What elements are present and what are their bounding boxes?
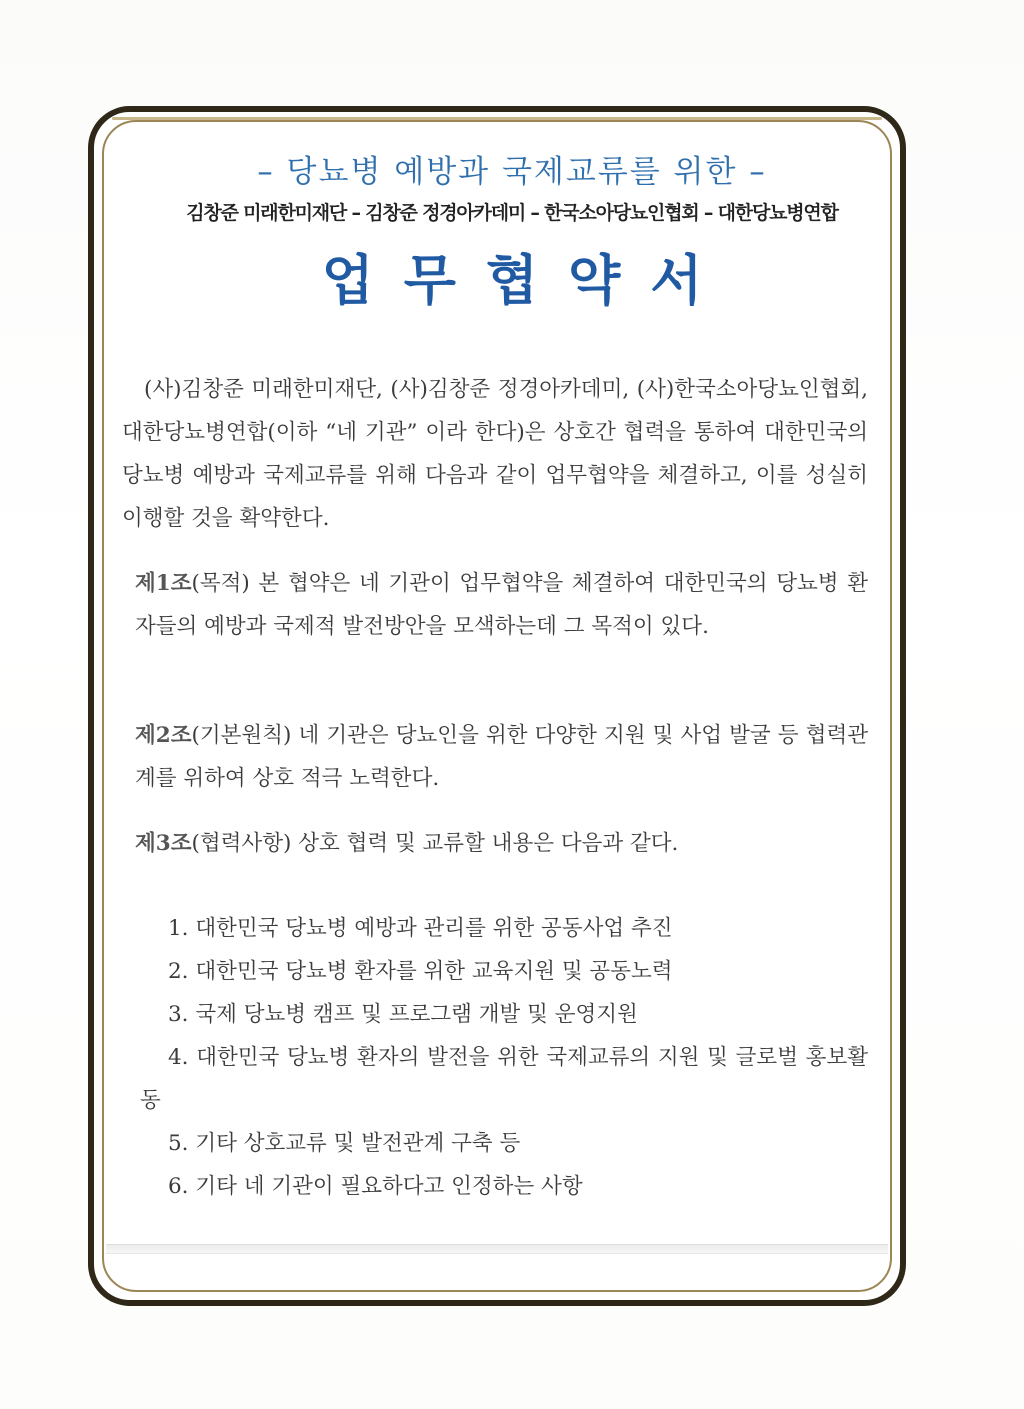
- article-2-heading: (기본원칙): [191, 723, 292, 748]
- organizations-line: 김창준 미래한미재단 – 김창준 정경아카데미 – 한국소아당뇨인협회 – 대한당뇨병연합: [186, 202, 838, 224]
- list-item: 2. 대한민국 당뇨병 환자를 위한 교육지원 및 공동노력: [168, 959, 673, 984]
- article-3-text: 상호 협력 및 교류할 내용은 다음과 같다.: [291, 831, 679, 856]
- frame-bottom-band: [106, 1244, 888, 1254]
- list-item: 1. 대한민국 당뇨병 예방과 관리를 위한 공동사업 추진: [168, 916, 673, 941]
- list-item: 6. 기타 네 기관이 필요하다고 인정하는 사항: [168, 1174, 583, 1199]
- article-3-heading: (협력사항): [191, 831, 292, 856]
- list-item: 5. 기타 상호교류 및 발전관계 구축 등: [168, 1131, 521, 1156]
- article-1-text: 본 협약은 네 기관이 업무협약을 체결하여 대한민국의 당뇨병 환자들의 예방과 국제적 발전방안을 모색하는데 그 목적이 있다.: [135, 571, 868, 639]
- article-3-number: 제3조: [135, 831, 192, 856]
- frame-top-highlight: [112, 117, 882, 120]
- article-1-number: 제1조: [135, 571, 192, 596]
- article-2-text: 네 기관은 당뇨인을 위한 다양한 지원 및 사업 발굴 등 협력관계를 위하여 상호 적극 노력한다.: [135, 723, 868, 791]
- document-title: 업무협약서: [321, 249, 733, 312]
- article-1: [135, 562, 868, 648]
- article-2: [135, 714, 868, 800]
- article-1-heading: (목적): [191, 571, 250, 596]
- intro-paragraph: (사)김창준 미래한미재단, (사)김창준 정경아카데미, (사)한국소아당뇨인협회, 대한당뇨병연합(이하 “네 기관” 이라 한다)은 상호간 협력을 통하여 대한민국의 당뇨병 예방과 국제교류를 위해 다음과 같이 업무협약을 체결하고, 이를 성실히 이행할 것을 확약한다.: [122, 377, 868, 531]
- list-item: 3. 국제 당뇨병 캠프 및 프로그램 개발 및 운영지원: [168, 1002, 638, 1027]
- article-3: [135, 822, 868, 865]
- document-tagline: – 당뇨병 예방과 국제교류를 위한 –: [257, 154, 767, 190]
- article-2-number: 제2조: [135, 723, 192, 748]
- cooperation-items-list: [140, 907, 868, 1208]
- list-item: 4. 대한민국 당뇨병 환자의 발전을 위한 국제교류의 지원 및 글로벌 홍보활동: [140, 1045, 868, 1113]
